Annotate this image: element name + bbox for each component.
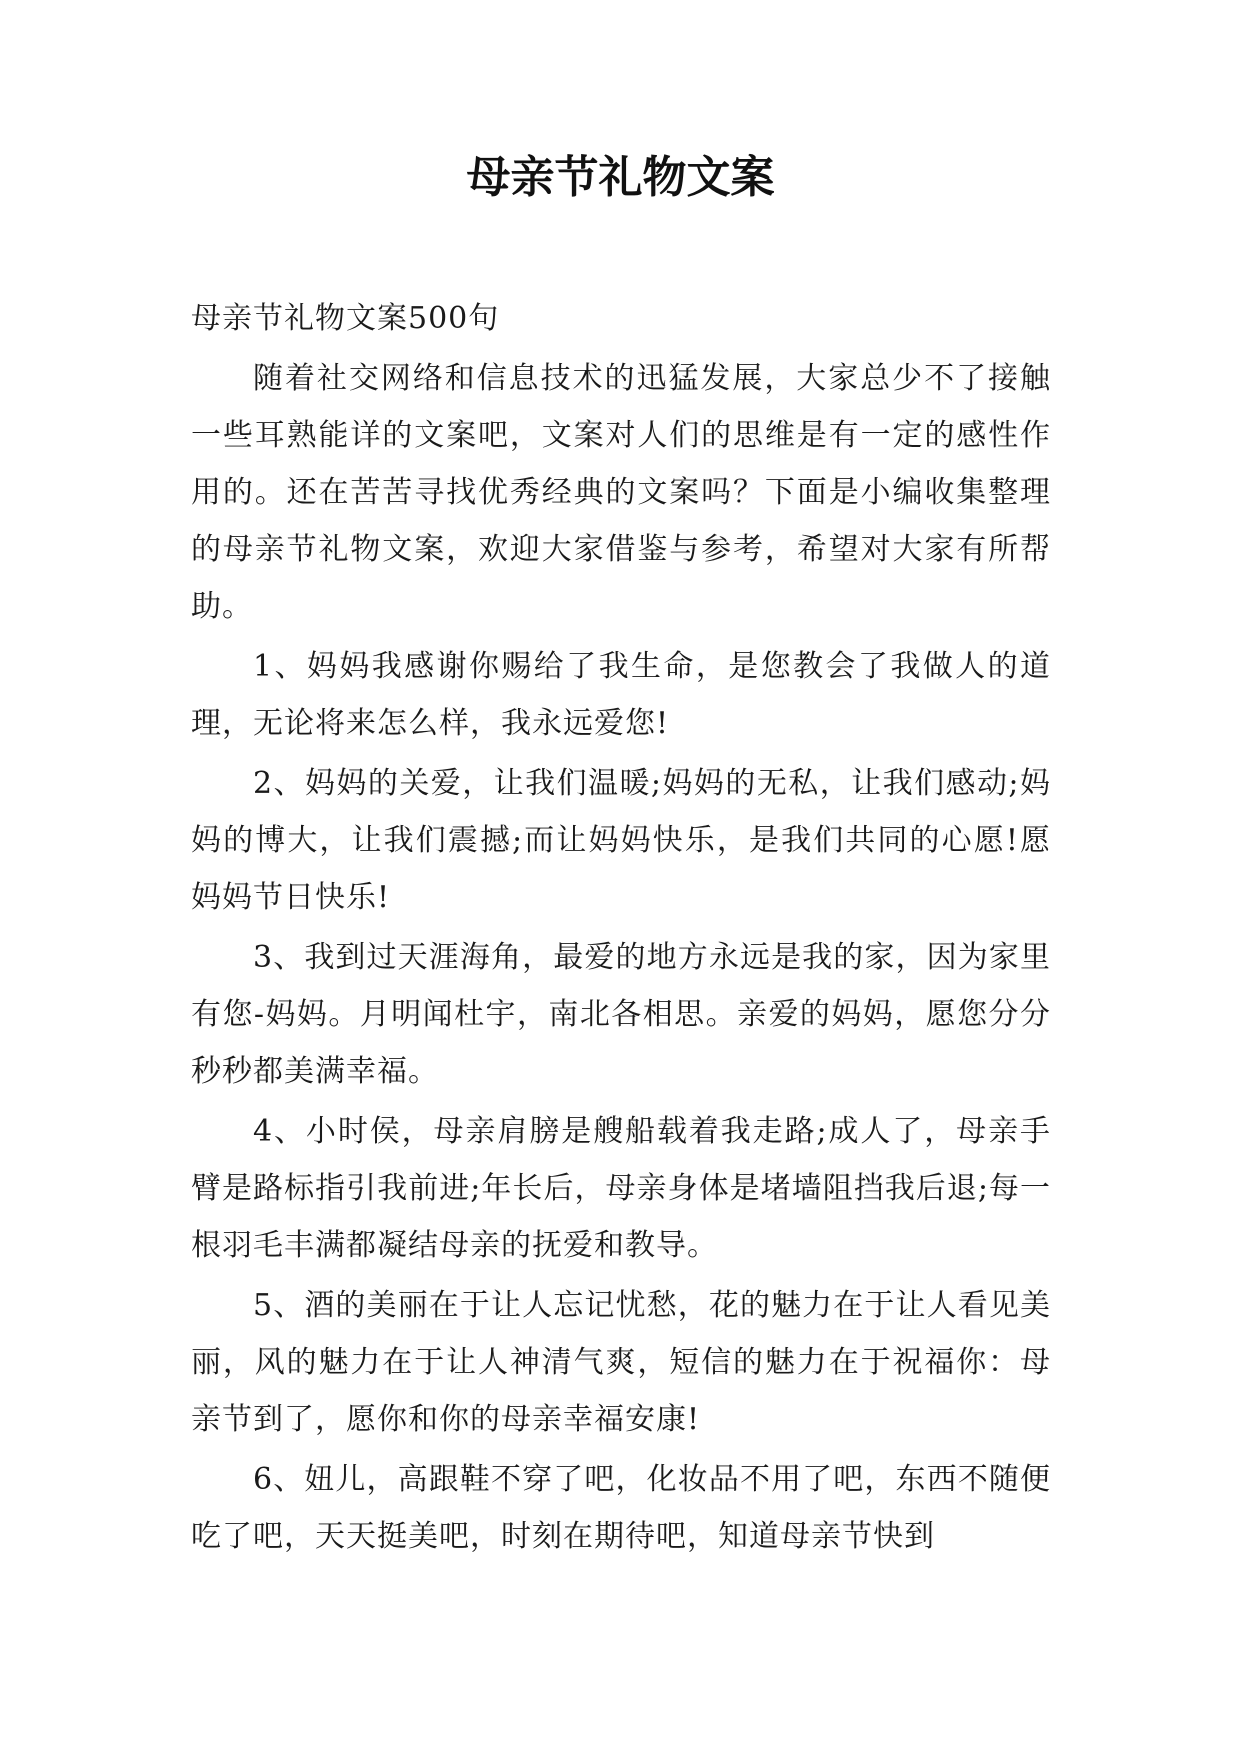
list-item-1: 1、妈妈我感谢你赐给了我生命，是您教会了我做人的道理，无论将来怎么样，我永远爱您!: [191, 649, 1051, 741]
document-body: [191, 290, 1051, 1568]
list-item-6: 6、妞儿，高跟鞋不穿了吧，化妆品不用了吧，东西不随便吃了吧，天天挺美吧，时刻在期待吧，知道母亲节快到: [191, 1462, 1051, 1554]
list-item-3: 3、我到过天涯海角，最爱的地方永远是我的家，因为家里有您-妈妈。月明闻杜宇，南北各相思。亲爱的妈妈，愿您分分秒秒都美满幸福。: [191, 940, 1051, 1089]
document-subtitle: 母亲节礼物文案500句: [191, 301, 500, 336]
intro-paragraph: 随着社交网络和信息技术的迅猛发展，大家总少不了接触一些耳熟能详的文案吧，文案对人们的思维是有一定的感性作用的。还在苦苦寻找优秀经典的文案吗？下面是小编收集整理的母亲节礼物文案，欢迎大家借鉴与参考，希望对大家有所帮助。: [191, 361, 1051, 624]
list-item-2: 2、妈妈的关爱，让我们温暖;妈妈的无私，让我们感动;妈妈的博大，让我们震撼;而让妈妈快乐，是我们共同的心愿!愿妈妈节日快乐!: [191, 766, 1051, 915]
list-item-5: 5、酒的美丽在于让人忘记忧愁，花的魅力在于让人看见美丽，风的魅力在于让人神清气爽，短信的魅力在于祝福你：母亲节到了，愿你和你的母亲幸福安康!: [191, 1288, 1051, 1437]
document-title: 母亲节礼物文案: [466, 152, 775, 203]
list-item-4: 4、小时侯，母亲肩膀是艘船载着我走路;成人了，母亲手臂是路标指引我前进;年长后，母亲身体是堵墙阻挡我后退;每一根羽毛丰满都凝结母亲的抚爱和教导。: [191, 1114, 1051, 1263]
